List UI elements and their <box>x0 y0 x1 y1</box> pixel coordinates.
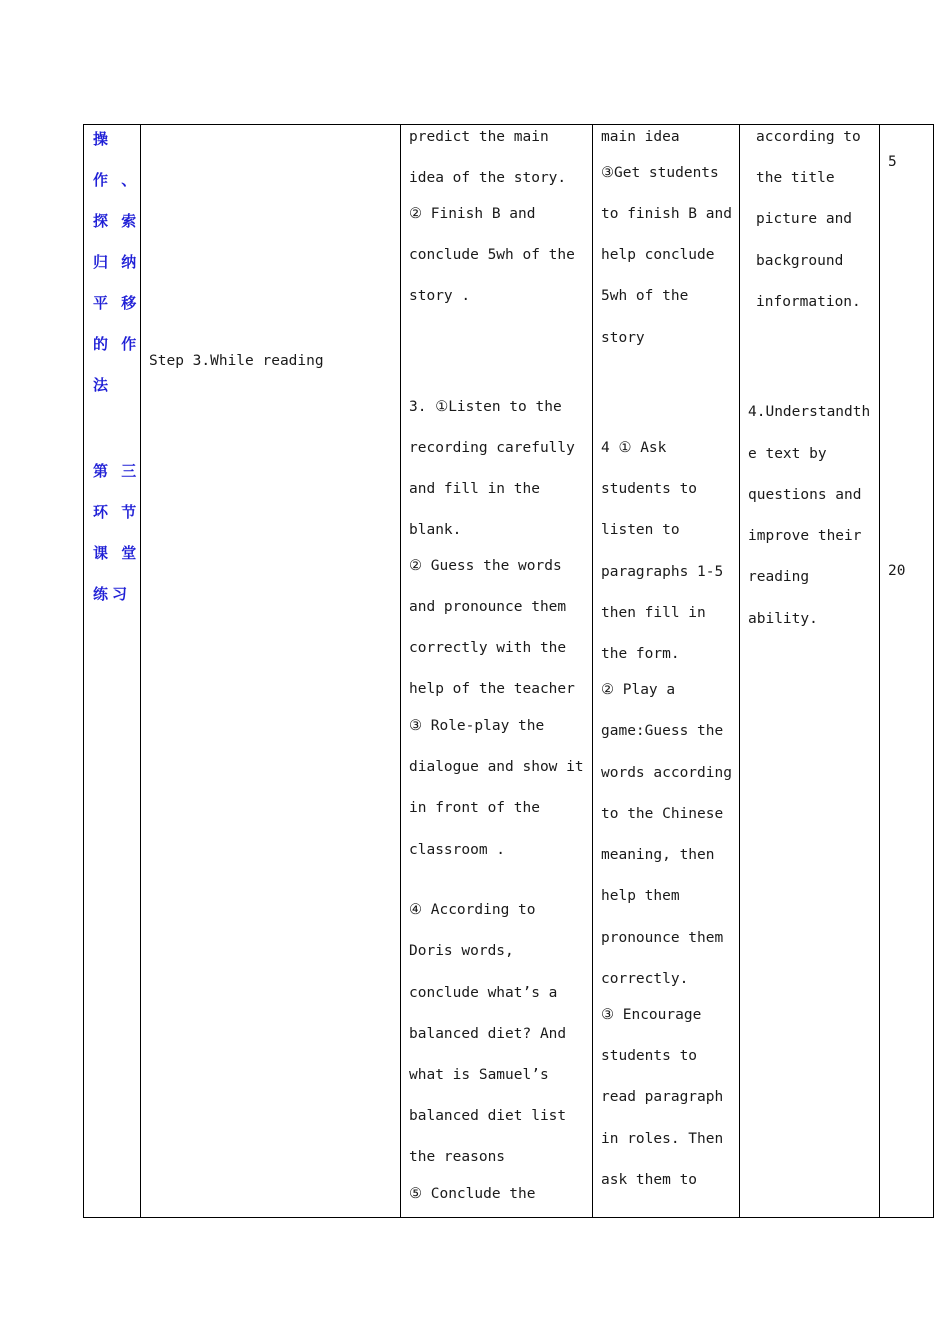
stage-text: 归 纳 <box>93 253 140 271</box>
stage-text: 课 堂 <box>93 544 140 562</box>
teacher-activity-line: ③ Encourage <box>601 1007 702 1023</box>
purpose-line: background <box>756 253 844 269</box>
stage-text: 作 、 <box>93 171 140 189</box>
teacher-activity-line: ② Play a <box>601 682 676 698</box>
student-activity-line: and pronounce them <box>409 599 567 615</box>
teacher-activity-line: paragraphs 1-5 <box>601 564 724 580</box>
purpose-line: e text by <box>748 446 827 462</box>
teacher-activity-line: to the Chinese <box>601 806 724 822</box>
teacher-activity-line: ③Get students <box>601 165 719 181</box>
student-activity-line: ② Finish B and <box>409 206 536 222</box>
teacher-activity-line: help conclude <box>601 247 715 263</box>
student-activity-cell <box>401 125 592 1217</box>
student-activity-line: balanced diet? And <box>409 1026 567 1042</box>
student-activity-line: blank. <box>409 522 462 538</box>
teacher-activity-line: listen to <box>601 522 680 538</box>
teacher-activity-line: 5wh of the <box>601 288 689 304</box>
teacher-activity-line: students to <box>601 1048 698 1064</box>
stage-text: 环 节 <box>93 503 140 521</box>
purpose-line: reading <box>748 569 810 585</box>
teacher-activity-line: main idea <box>601 129 680 145</box>
purpose-line: improve their <box>748 528 862 544</box>
teacher-activity-line: ask them to <box>601 1172 698 1188</box>
teacher-activity-line: game:Guess the <box>601 723 724 739</box>
stage-text: 平 移 <box>93 294 140 312</box>
purpose-line: the title <box>756 170 835 186</box>
student-activity-line: balanced diet list <box>409 1108 567 1124</box>
teacher-activity-cell <box>593 125 739 1217</box>
student-activity-line: help of the teacher <box>409 681 575 697</box>
stage-cell <box>84 125 140 1217</box>
time-cell <box>880 125 934 1217</box>
purpose-line: ability. <box>748 611 818 627</box>
teacher-activity-line: meaning, then <box>601 847 715 863</box>
student-activity-line: and fill in the <box>409 481 540 497</box>
purpose-line: questions and <box>748 487 862 503</box>
teacher-activity-line: students to <box>601 481 698 497</box>
student-activity-line: dialogue and show it <box>409 759 584 775</box>
stage-text: 练习 <box>93 585 132 603</box>
student-activity-line: recording carefully <box>409 440 575 456</box>
student-activity-line: predict the main <box>409 129 549 145</box>
teacher-activity-line: pronounce them <box>601 930 724 946</box>
teacher-activity-line: story <box>601 330 645 346</box>
student-activity-line: story . <box>409 288 471 304</box>
student-activity-line: in front of the <box>409 800 540 816</box>
student-activity-line: idea of the story. <box>409 170 567 186</box>
teacher-activity-line: then fill in <box>601 605 706 621</box>
stage-text: 第 三 <box>93 462 140 480</box>
student-activity-line: ⑤ Conclude the <box>409 1186 536 1202</box>
teacher-activity-line: correctly. <box>601 971 689 987</box>
teacher-activity-line: read paragraph <box>601 1089 724 1105</box>
student-activity-line: conclude what’s a <box>409 985 558 1001</box>
time-value: 20 <box>888 563 906 579</box>
purpose-line: according to <box>756 129 861 145</box>
student-activity-line: what is Samuel’s <box>409 1067 549 1083</box>
student-activity-line: the reasons <box>409 1149 506 1165</box>
teacher-activity-line: in roles. Then <box>601 1131 724 1147</box>
teacher-activity-line: help them <box>601 888 680 904</box>
purpose-line: information. <box>756 294 861 310</box>
stage-text: 探 索 <box>93 212 140 230</box>
teacher-activity-line: 4 ① Ask <box>601 440 667 456</box>
student-activity-line: ② Guess the words <box>409 558 562 574</box>
purpose-cell <box>740 125 879 1217</box>
stage-text: 法 <box>93 376 113 394</box>
lesson-plan-table <box>83 124 934 1218</box>
time-value: 5 <box>888 154 897 170</box>
stage-text: 的 作 <box>93 335 140 353</box>
step-cell <box>141 125 400 1217</box>
student-activity-line: classroom . <box>409 842 506 858</box>
purpose-line: picture and <box>756 211 853 227</box>
teacher-activity-line: words according <box>601 765 732 781</box>
stage-text: 操 <box>93 130 113 148</box>
teacher-activity-line: the form. <box>601 646 680 662</box>
student-activity-line: ③ Role-play the <box>409 718 545 734</box>
student-activity-line: ④ According to <box>409 902 536 918</box>
teacher-activity-line: to finish B and <box>601 206 732 222</box>
student-activity-line: 3. ①Listen to the <box>409 399 562 415</box>
student-activity-line: conclude 5wh of the <box>409 247 575 263</box>
student-activity-line: Doris words, <box>409 943 514 959</box>
step-label: Step 3.While reading <box>149 353 324 369</box>
student-activity-line: correctly with the <box>409 640 567 656</box>
purpose-line: 4.Understandth <box>748 404 871 420</box>
